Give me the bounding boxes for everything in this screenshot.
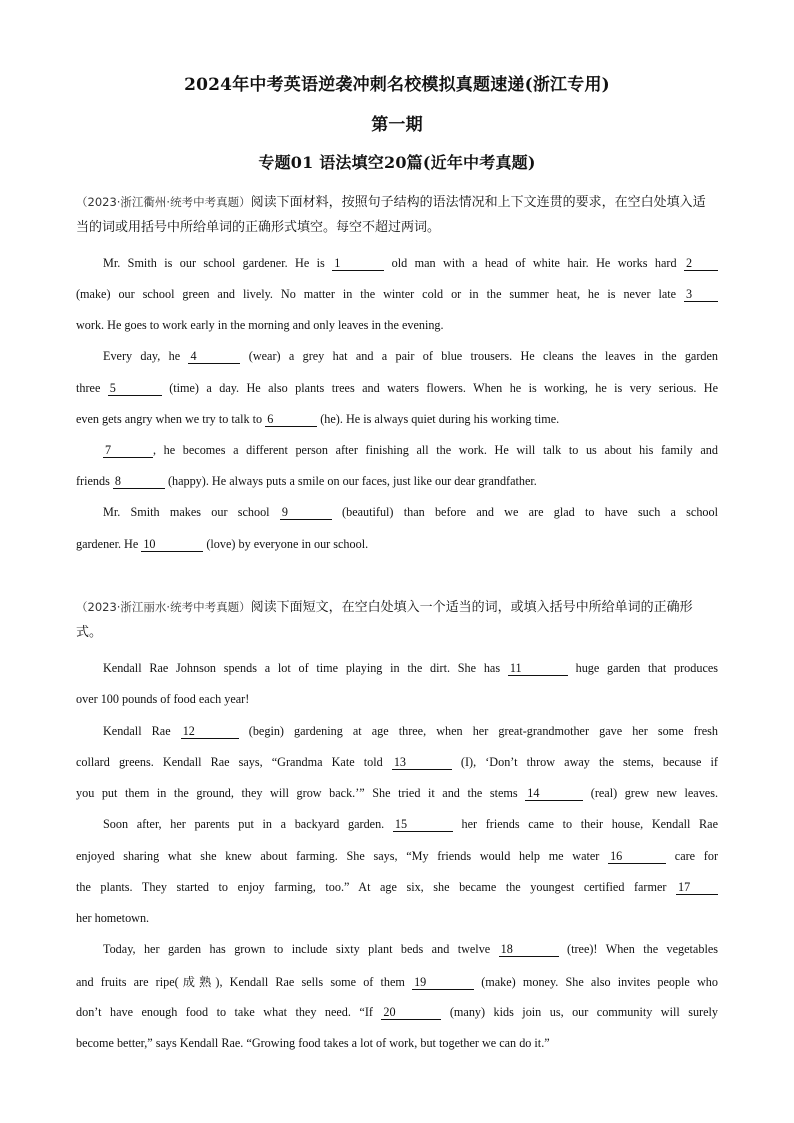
passage1-line: Mr. Smith is our school gardener. He is 1 old man with a head of white hair. He works hard 2 (76, 256, 718, 271)
passage2-line: don’t have enough food to take what they need. “If 20 (many) kids join us, our community will surely (76, 1005, 718, 1019)
passage2-instruction (76, 595, 718, 645)
passage2-line: Kendall Rae Johnson spends a lot of time playing in the dirt. She has 11 huge garden that produces (103, 661, 719, 675)
blank-18[interactable]: 18 (499, 943, 559, 957)
passage2-line: collard greens. Kendall Rae says, “Grandma Kate told 13 (I), ‘Don’t throw away the stems, because if (76, 755, 718, 769)
passage2-line: the plants. They started to enjoy farming, too.” At age six, she became the youngest certified farmer 17 (76, 880, 718, 895)
blank-14[interactable]: 14 (525, 787, 583, 801)
blank-6[interactable]: 6 (265, 413, 317, 427)
passage1-line: friends 8 (happy). He always puts a smile on our faces, just like our dear grandfather. (76, 474, 537, 488)
passage1-line: work. He goes to work early in the morning and only leaves in the evening. (76, 318, 444, 332)
passage1-line: 7 , he becomes a different person after finishing all the work. He will talk to us about his family and (105, 443, 718, 457)
passage1-instruction-text: 阅读下面材料，按照句子结构的语法情况和上下文连贯的要求，在空白处填入适当的词或用括号中所给单词的正确形式填空。每空不超过两词。 (76, 195, 706, 235)
blank-12[interactable]: 12 (181, 725, 239, 739)
blank-9[interactable]: 9 (280, 506, 332, 520)
passage1-line: Mr. Smith makes our school 9 (beautiful) than before and we are glad to have such a school (103, 505, 718, 519)
passage2-line: over 100 pounds of food each year! (76, 692, 250, 706)
blank-7[interactable]: 7 (103, 444, 153, 458)
passage2-line: enjoyed sharing what she knew about farming. She says, “My friends would help me water 16 care for (76, 849, 718, 863)
passage2-line: become better,” says Kendall Rae. “Growing food takes a lot of work, but together we can do it.” (76, 1036, 550, 1050)
passage2-line: Kendall Rae 12 (begin) gardening at age three, when her great-grandmother gave her some fresh (103, 724, 719, 738)
passage2-instruction-text: 阅读下面短文，在空白处填入一个适当的词，或填入括号中所给单词的正确形式。 (76, 600, 693, 640)
passage2-line: Soon after, her parents put in a backyard garden. 15 her friends came to their house, Kendall Rae (103, 817, 719, 831)
passage1-line: Every day, he 4 (wear) a grey hat and a pair of blue trousers. He cleans the leaves in the garden (103, 349, 718, 363)
passage2-line: Today, her garden has grown to include sixty plant beds and twelve 18 (tree)! When the vegetables (103, 942, 718, 956)
blank-13[interactable]: 13 (392, 756, 452, 770)
passage2-line: and fruits are ripe(成熟), Kendall Rae sells some of them 19 (make) money. She also invites people who (76, 975, 718, 989)
blank-19[interactable]: 19 (412, 976, 474, 990)
passage1-line: even gets angry when we try to talk to 6 (he). He is always quiet during his working time. (76, 412, 560, 426)
passage1-line: three 5 (time) a day. He also plants trees and waters flowers. When he is working, he is very serious. He (76, 381, 718, 395)
blank-20[interactable]: 20 (381, 1006, 441, 1020)
blank-10[interactable]: 10 (141, 538, 203, 552)
passage1-instruction (76, 190, 718, 240)
blank-5[interactable]: 5 (108, 382, 162, 396)
issue-label: 第一期 (371, 115, 423, 135)
passage2-line: her hometown. (76, 911, 150, 925)
blank-2[interactable]: 2 (684, 257, 718, 271)
blank-15[interactable]: 15 (393, 818, 453, 832)
passage1-line: gardener. He 10 (love) by everyone in our school. (76, 537, 369, 551)
blank-3[interactable]: 3 (684, 288, 718, 302)
blank-11[interactable]: 11 (508, 662, 568, 676)
passage1-source: （2023·浙江衢州·统考中考真题） (76, 195, 251, 209)
passage1-line: (make) our school green and lively. No matter in the winter cold or in the summer heat, he is never late 3 (76, 287, 718, 302)
blank-17[interactable]: 17 (676, 881, 718, 895)
blank-4[interactable]: 4 (188, 350, 240, 364)
blank-16[interactable]: 16 (608, 850, 666, 864)
passage2-source: （2023·浙江丽水·统考中考真题） (76, 600, 251, 614)
blank-8[interactable]: 8 (113, 475, 165, 489)
passage2-line: you put them in the ground, they will grow back.’” She tried it and the stems 14 (real) grew new leaves. (76, 786, 718, 800)
document-title: 2024年中考英语逆袭冲刺名校模拟真题速递(浙江专用) (184, 75, 610, 95)
blank-1[interactable]: 1 (332, 257, 384, 271)
topic-heading: 专题01 语法填空20篇(近年中考真题) (258, 153, 536, 172)
